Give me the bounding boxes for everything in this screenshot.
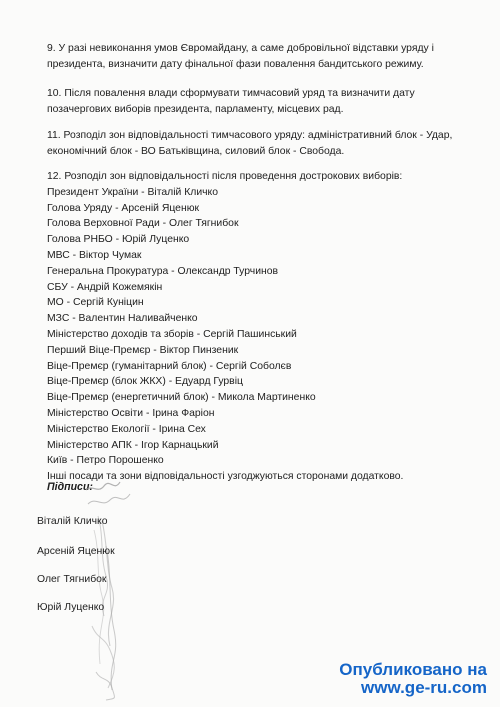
- publisher-footer: [339, 661, 487, 697]
- point-12: [47, 169, 477, 485]
- assignment-line: Київ - Петро Порошенко: [47, 455, 164, 467]
- assignment-line: Голова РНБО - Юрій Луценко: [47, 234, 190, 246]
- assignment-line: МВС - Віктор Чумак: [47, 249, 142, 261]
- assignment-line: Віце-Премєр (енергетичний блок) - Микола Мартиненко: [47, 392, 316, 404]
- signature-name: Віталій Кличко: [37, 516, 108, 527]
- assignment-line: МО - Сергій Куніцин: [47, 297, 144, 309]
- assignment-line: Президент України - Віталій Кличко: [47, 186, 218, 198]
- signature-scribbles: [78, 476, 148, 702]
- point-10-text: 10. Після повалення влади сформувати тимчасовий уряд та визначити дату позачергових виборів президента, парламенту, місцевих рад.: [47, 88, 415, 115]
- signature-name: Юрій Луценко: [37, 602, 105, 613]
- assignment-line: Міністерство доходів та зборів - Сергій Пашинський: [47, 328, 297, 340]
- assignment-line: Генеральна Прокуратура - Олександр Турчинов: [47, 265, 279, 277]
- assignment-line: Перший Віце-Премєр - Віктор Пинзеник: [47, 344, 239, 356]
- assignment-line: Голова Верховної Ради - Олег Тягнибок: [47, 218, 239, 230]
- assignment-line: Голова Уряду - Арсеній Яценюк: [47, 202, 200, 214]
- signatures-heading: Підписи:: [47, 481, 93, 493]
- assignment-line: Міністерство АПК - Ігор Карнацький: [47, 439, 219, 451]
- signature-name: Олег Тягнибок: [37, 574, 107, 585]
- assignment-line: Віце-Премєр (блок ЖКХ) - Едуард Гурвіц: [47, 376, 243, 388]
- assignment-list: [47, 185, 477, 485]
- assignment-line: Віце-Премєр (гуманітарний блок) - Сергій Соболєв: [47, 360, 292, 372]
- assignment-line: МЗС - Валентин Наливайченко: [47, 313, 198, 325]
- assignment-line: Міністерство Освіти - Ірина Фаріон: [47, 407, 215, 419]
- footer-line-1: Опубликовано на: [339, 660, 487, 679]
- point-11: [47, 128, 477, 160]
- signature-name: Арсеній Яценюк: [37, 546, 115, 557]
- assignment-line: СБУ - Андрій Кожемякін: [47, 281, 163, 293]
- point-10: [47, 86, 477, 118]
- point-12-intro: 12. Розподіл зон відповідальності після проведення дострокових виборів:: [47, 171, 403, 182]
- point-9-text: 9. У разі невиконання умов Євромайдану, а саме добровільної відставки уряду і президента, визначити дату фінальної фази повалення бандитського режиму.: [47, 43, 434, 70]
- point-11-text: 11. Розподіл зон відповідальності тимчасового уряду: адміністративний блок - Удар, економічний блок - ВО Батьківщина, силовий блок - Свобода.: [47, 130, 453, 157]
- footer-line-2: www.ge-ru.com: [361, 678, 487, 697]
- assignment-line: Міністерство Екології - Ірина Сех: [47, 423, 206, 435]
- assignment-closing-note: Інші посади та зони відповідальності узгоджуються сторонами додатково.: [47, 471, 404, 483]
- point-9: [47, 41, 477, 73]
